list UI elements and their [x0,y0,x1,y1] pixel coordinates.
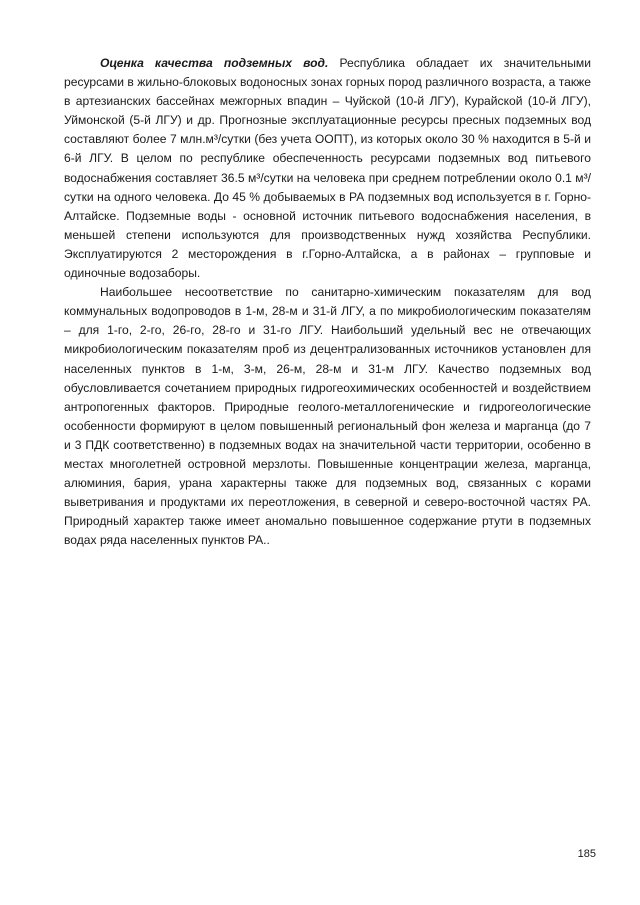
paragraph-lead-heading: Оценка качества подземных вод. [100,56,329,70]
paragraph-text: Наибольшее несоответствие по санитарно-химическим показателям для вод коммунальных водопроводов в 1-м, 28-м и 31-й ЛГУ, а по микробиологическим показателям – для 1-го, 2-го, 26-го, 28-го и 31-го ЛГУ. Наибольший удельный вес не отвечающих микробиологическим показателям проб из децентрализованных источников установлен для населенных пунктов в 1-м, 3-м, 26-м, 28-м и 31-м ЛГУ. Качество подземных вод обусловливается сочетанием природных гидрогеохимических особенностей и воздействием антропогенных факторов. Природные геолого-металлогенические и гидрогеологические особенности формируют в целом повышенный региональный фон железа и марганца (до 7 и 3 ПДК соответственно) в подземных водах на значительной части территории, особенно в местах многолетней островной мерзлоты. Повышенные концентрации железа, марганца, алюминия, бария, урана характерны также для подземных вод, связанных с корами выветривания и продуктами их переотложения, в северной и северо-восточной частях РА. Природный характер также имеет аномально повышенное содержание ртути в подземных водах ряда населенных пунктов РА.. [64,285,591,548]
document-body [64,54,591,550]
paragraph-text: Республика обладает их значительными ресурсами в жильно-блоковых водоносных зонах горных пород различного возраста, а также в артезианских бассейнах межгорных впадин – Чуйской (10-й ЛГУ), Курайской (10-й ЛГУ), Уймонской (5-й ЛГУ) и др. Прогнозные эксплуатационные ресурсы пресных подземных вод составляют более 7 млн.м³/сутки (без учета ООПТ), из которых около 30 % находится в 5-й и 6-й ЛГУ. В целом по республике обеспеченность ресурсами подземных вод питьевого водоснабжения составляет 36.5 м³/сутки на человека при среднем потреблении около 0.1 м³/сутки на одного человека. До 45 % добываемых в РА подземных вод используется в г. Горно-Алтайске. Подземные воды - основной источник питьевого водоснабжения населения, в меньшей степени используются для производственных нужд хозяйства Республики. Эксплуатируются 2 месторождения в г.Горно-Алтайска, а в районах – групповые и одиночные водозаборы. [64,56,591,281]
page-number: 185 [577,848,596,860]
paragraph-sanitary-indicators [64,283,591,550]
paragraph-groundwater-quality [64,54,591,283]
